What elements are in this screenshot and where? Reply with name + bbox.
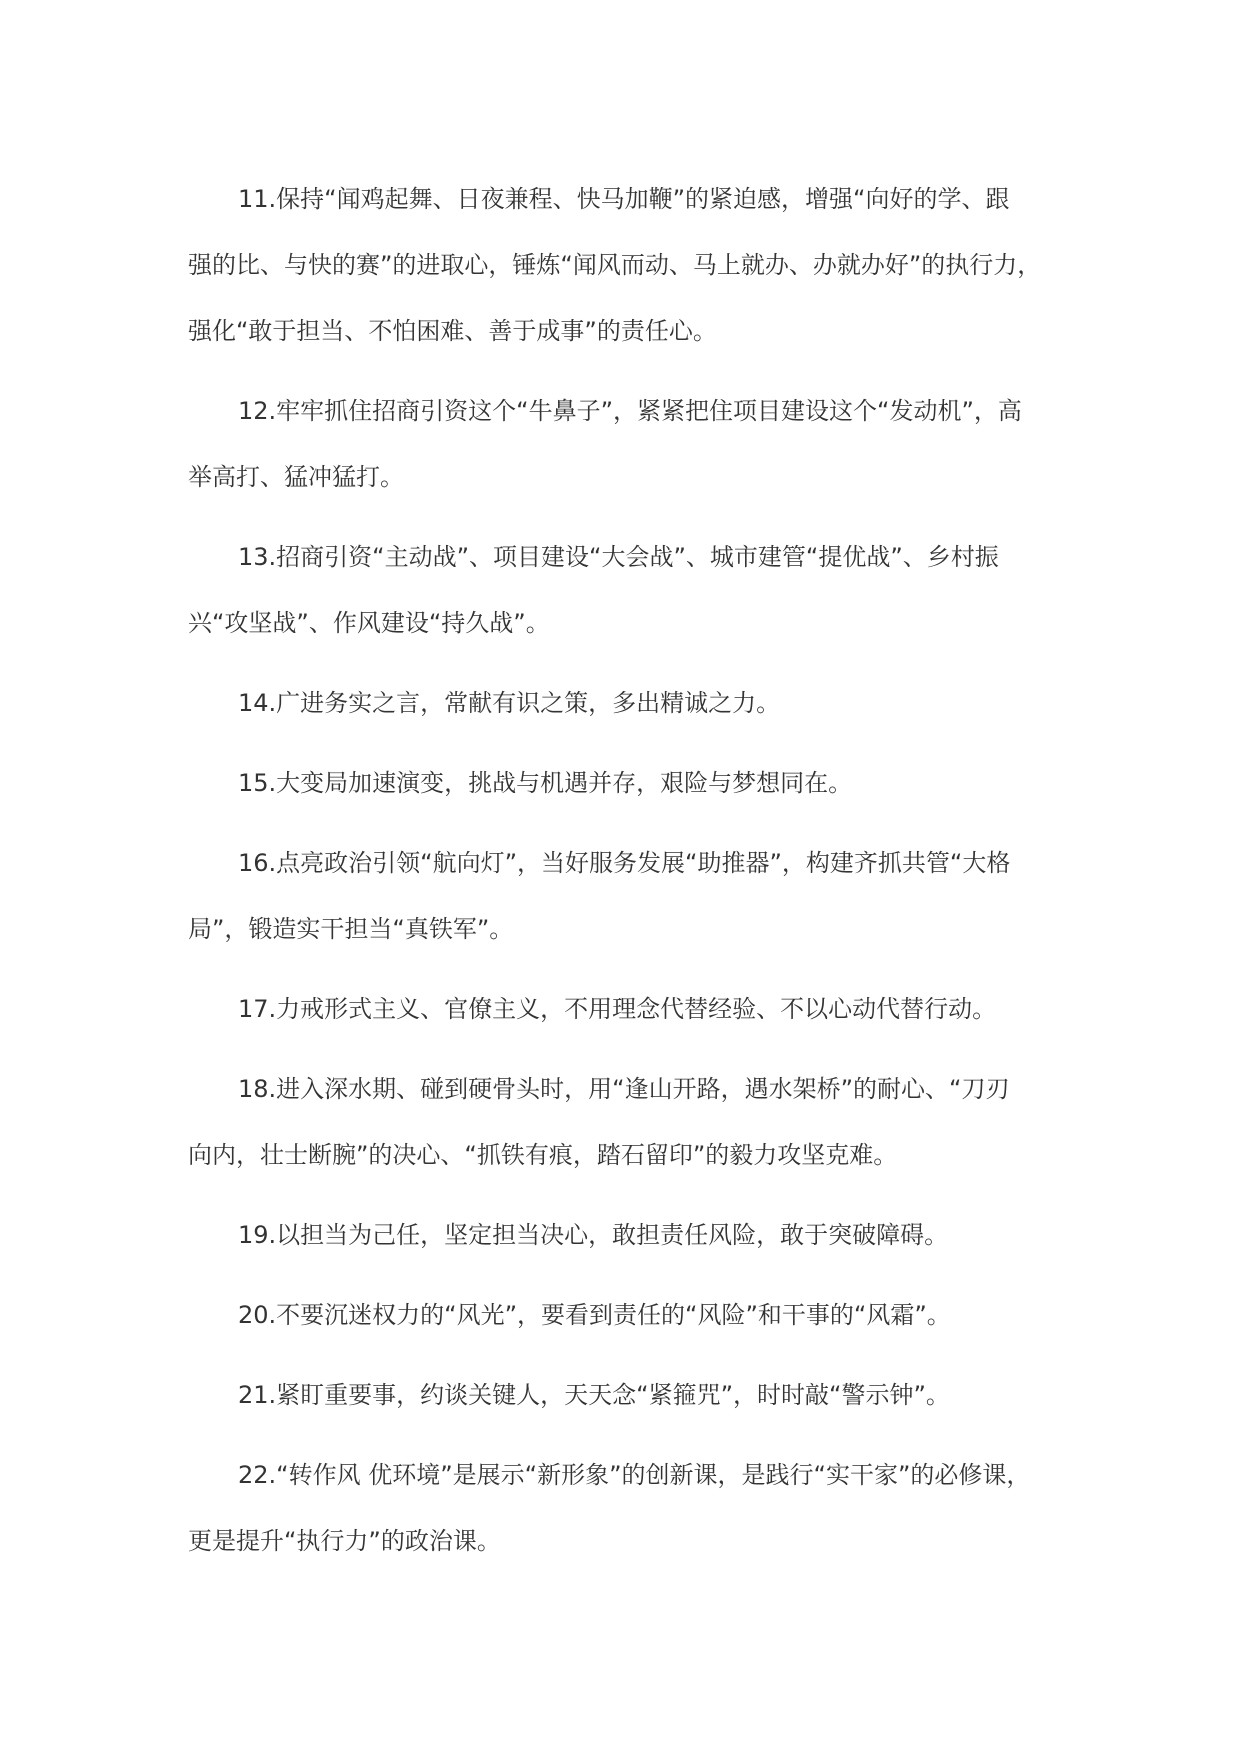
paragraph-line: 更是提升“执行力”的政治课。	[188, 1527, 501, 1555]
paragraph-line: 19.以担当为己任，坚定担当决心，敢担责任风险，敢于突破障碍。	[238, 1221, 949, 1249]
paragraph-line: 17.力戒形式主义、官僚主义，不用理念代替经验、不以心动代替行动。	[238, 995, 997, 1023]
paragraph-22	[188, 1442, 1078, 1574]
paragraph-line: 13.招商引资“主动战”、项目建设“大会战”、城市建管“提优战”、乡村振	[238, 543, 999, 571]
paragraph-line: 21.紧盯重要事，约谈关键人，天天念“紧箍咒”，时时敲“警示钟”。	[238, 1381, 950, 1409]
paragraph-line: 20.不要沉迷权力的“风光”，要看到责任的“风险”和干事的“风霜”。	[238, 1301, 951, 1329]
paragraph-13	[188, 524, 1078, 656]
paragraph-line: 11.保持“闻鸡起舞、日夜兼程、快马加鞭”的紧迫感，增强“向好的学、跟	[238, 185, 1010, 213]
paragraph-line: 向内，壮士断腕”的决心、“抓铁有痕，踏石留印”的毅力攻坚克难。	[188, 1141, 898, 1169]
paragraph-15	[188, 750, 1078, 816]
paragraph-line: 16.点亮政治引领“航向灯”，当好服务发展“助推器”，构建齐抓共管“大格	[238, 849, 1011, 877]
paragraph-line: 举高打、猛冲猛打。	[188, 463, 404, 491]
paragraph-line: 15.大变局加速演变，挑战与机遇并存，艰险与梦想同在。	[238, 769, 853, 797]
paragraph-line: 兴“攻坚战”、作风建设“持久战”。	[188, 609, 550, 637]
document-body	[188, 166, 1078, 1588]
paragraph-19	[188, 1202, 1078, 1268]
paragraph-line: 14.广进务实之言，常献有识之策，多出精诚之力。	[238, 689, 781, 717]
paragraph-line: 局”，锻造实干担当“真铁军”。	[188, 915, 514, 943]
paragraph-14	[188, 670, 1078, 736]
paragraph-16	[188, 830, 1078, 962]
paragraph-line: 18.进入深水期、碰到硬骨头时，用“逢山开路，遇水架桥”的耐心、“刀刃	[238, 1075, 1010, 1103]
paragraph-20	[188, 1282, 1078, 1348]
paragraph-17	[188, 976, 1078, 1042]
paragraph-line: 强化“敢于担当、不怕困难、善于成事”的责任心。	[188, 317, 717, 345]
paragraph-line: 12.牢牢抓住招商引资这个“牛鼻子”，紧紧把住项目建设这个“发动机”，高	[238, 397, 1022, 425]
paragraph-18	[188, 1056, 1078, 1188]
paragraph-11	[188, 166, 1078, 364]
paragraph-line: 22.“转作风 优环境”是展示“新形象”的创新课，是践行“实干家”的必修课，	[238, 1461, 1031, 1489]
paragraph-21	[188, 1362, 1078, 1428]
paragraph-line: 强的比、与快的赛”的进取心，锤炼“闻风而动、马上就办、办就办好”的执行力，	[188, 251, 1042, 279]
paragraph-12	[188, 378, 1078, 510]
